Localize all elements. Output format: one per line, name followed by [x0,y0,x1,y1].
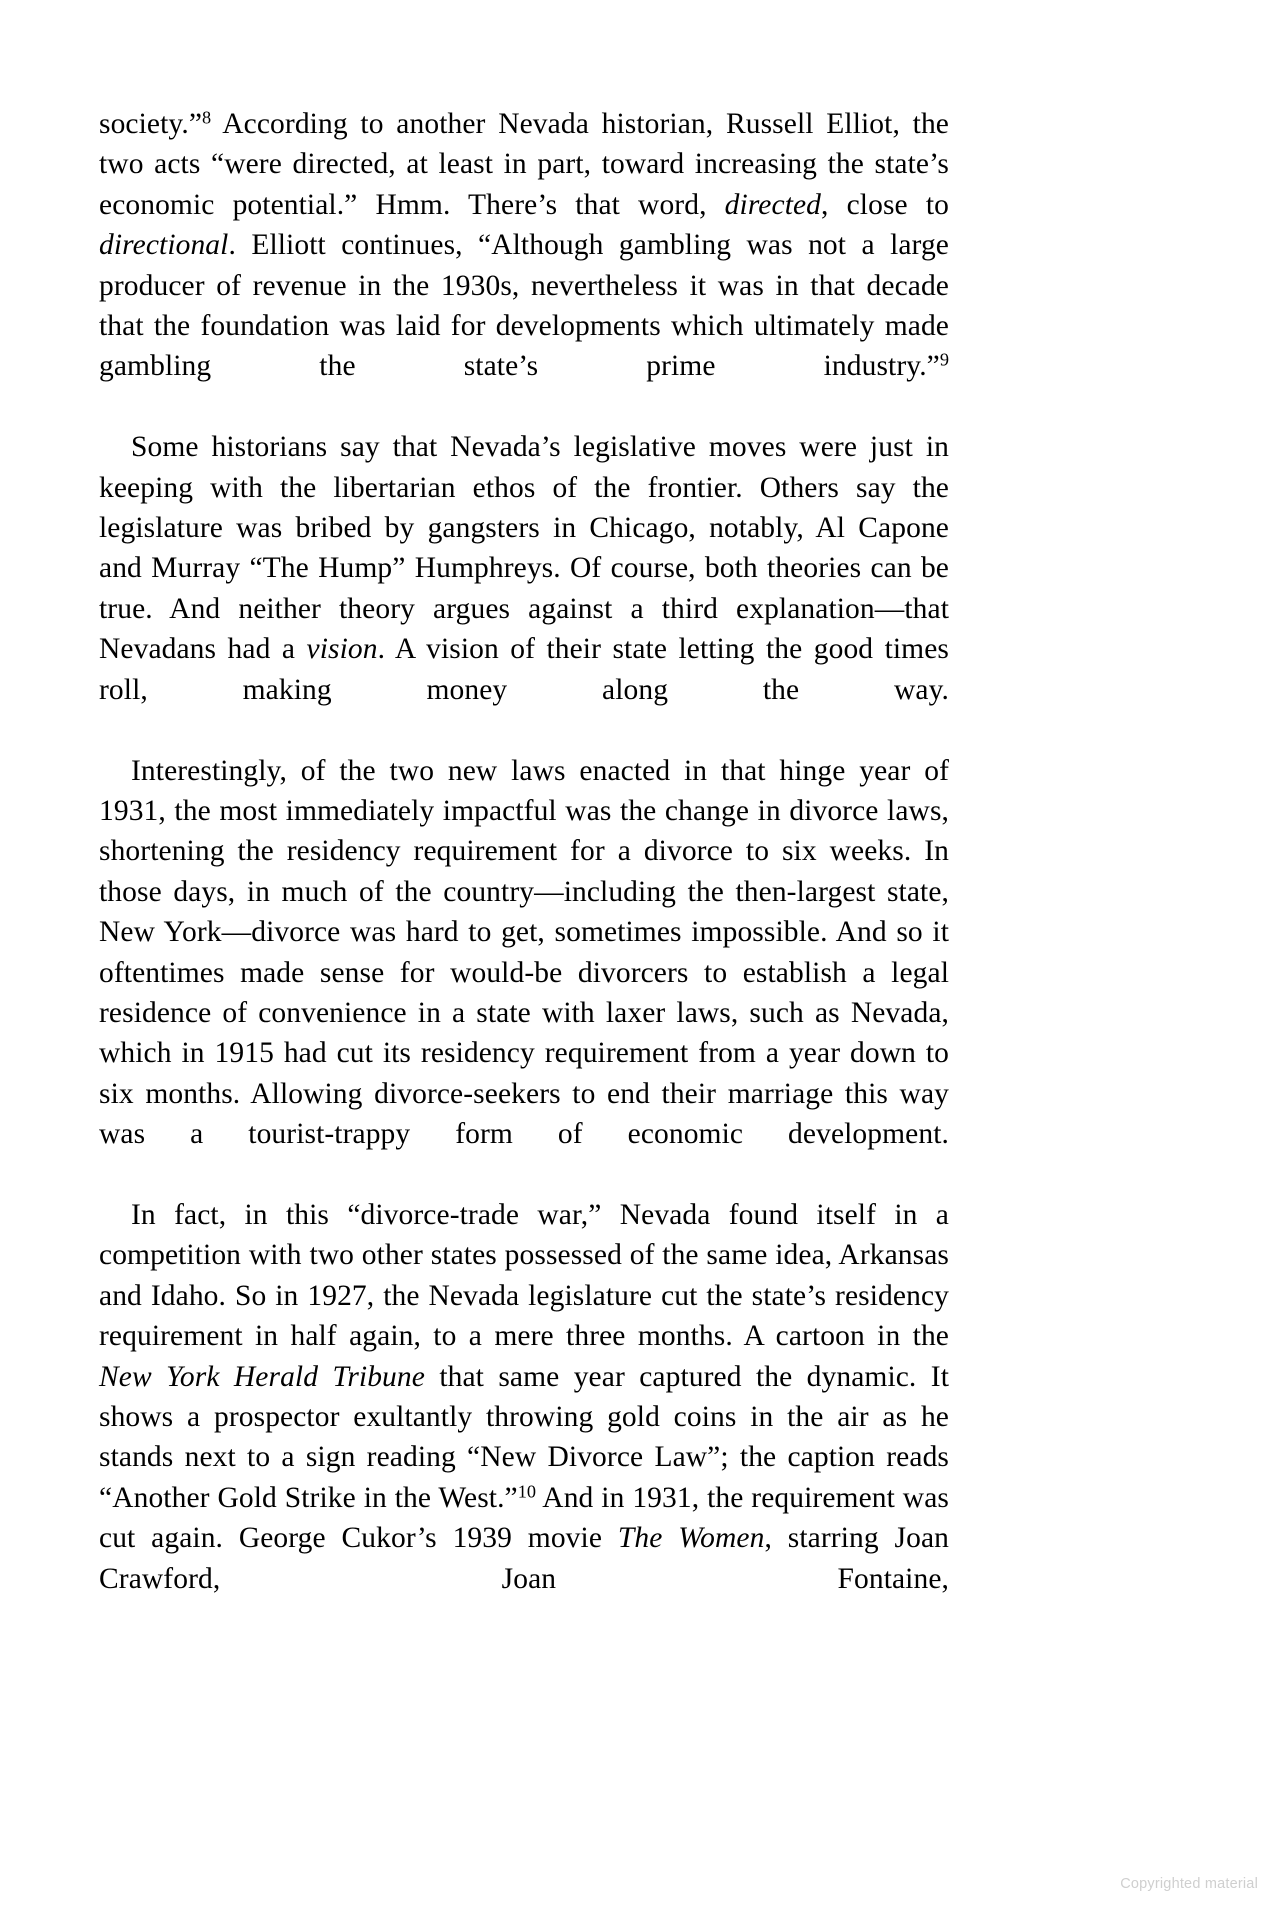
body-text-run: , starring Joan Crawford, Joan Fontaine, [99,1522,949,1595]
footnote-marker[interactable]: 9 [939,349,949,370]
body-text-run: , close to [821,188,949,221]
body-text-run: Interestingly, of the two new laws enacted in that hinge year of 1931, the most immediately impactful was the change in divorce laws, shortening the residency requirement for a divorce to six weeks. In those days, in much of the country—including the then-largest state, New York—divorce was hard to get, sometimes impossible. And so it oftentimes made sense for would-be divorcers to establish a legal residence of convenience in a state with laxer laws, such as Nevada, which in 1915 had cut its residency requirement from a year down to six months. Allowing divorce-seekers to end their marriage this way was a tourist-trappy form of economic development. [99,754,949,1151]
footnote-marker[interactable]: 10 [517,1481,537,1502]
emphasis-text: directional [99,229,229,262]
copyright-watermark: Copyrighted material [1120,1876,1258,1892]
para-elliot-quote [99,104,949,427]
body-text-run: And in 1931, the requirement was cut again. George Cukor’s 1939 movie [99,1481,949,1555]
emphasis-text: directed [724,188,822,221]
body-text-run: Some historians say that Nevada’s legislative moves were just in keeping with the libertarian ethos of the frontier. Others say the legislature was bribed by gangsters in Chicago, notably, Al Capone and Murray “The Hump” Humphreys. Of course, both theories can be true. And neither theory argues against a third explanation—that Nevadans had a [99,431,949,666]
para-historians-vision [99,427,949,750]
para-divorce-trade-war [99,1195,949,1639]
body-text-run: . A vision of their state letting the good times roll, making money along the way. [99,633,949,706]
footnote-marker[interactable]: 8 [202,107,212,128]
para-divorce-laws [99,751,949,1195]
emphasis-text: The Women [617,1522,765,1555]
body-text-run: According to another Nevada historian, Russell Elliot, the two acts “were directed, at least in part, toward increasing the state’s economic potential.” Hmm. There’s that word, [99,108,949,221]
body-text-run: that same year captured the dynamic. It shows a prospector exultantly throwing gold coins in the air as he stands next to a sign reading “New Divorce Law”; the caption reads “Another Gold Strike in the West.” [99,1360,949,1514]
body-text-run: society.” [99,108,203,140]
body-text-run: In fact, in this “divorce-trade war,” Nevada found itself in a competition with two other states possessed of the same idea, Arkansas and Idaho. So in 1927, the Nevada legislature cut the state’s residency requirement in half again, to a mere three months. A cartoon in the [99,1198,949,1353]
body-text-column [99,104,949,1639]
emphasis-text: vision [306,633,378,666]
emphasis-text: New York Herald Tribune [99,1360,425,1393]
body-text-run: . Elliott continues, “Although gambling was not a large producer of revenue in the 1930s, nevertheless it was in that decade that the foundation was laid for developments which ultimately made gambling the state’s prime industry.” [99,229,949,383]
